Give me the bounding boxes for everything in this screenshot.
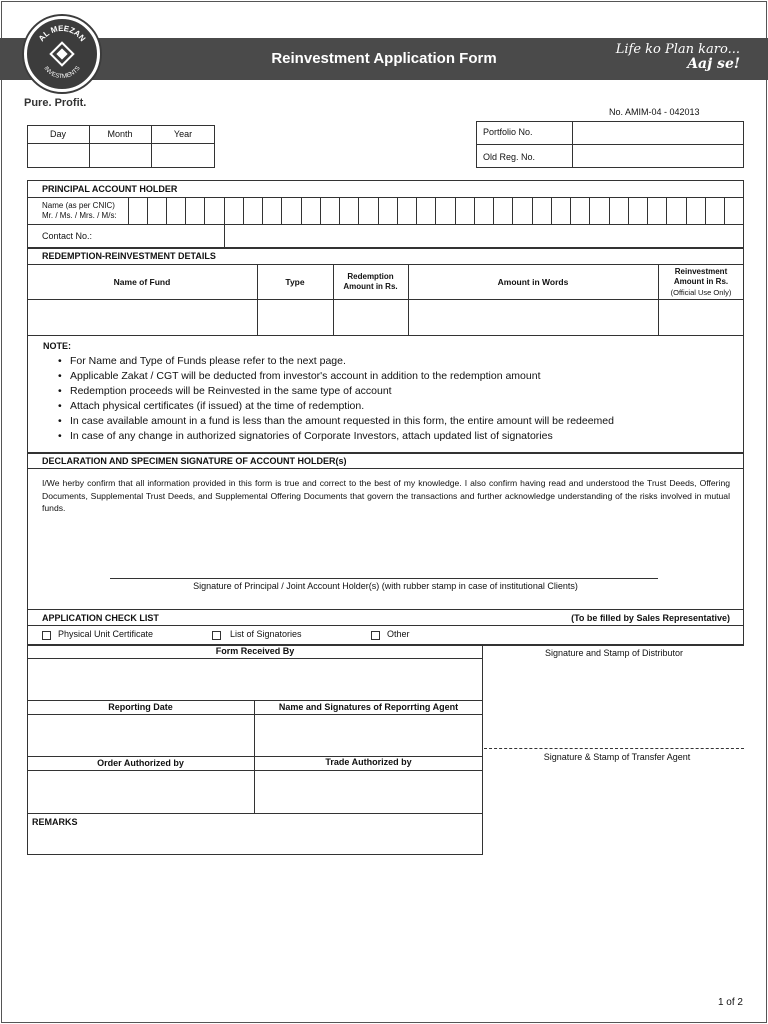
reporting-agent-label: Name and Signatures of Reporrting Agent	[278, 702, 459, 712]
trade-authorized-label: Trade Authorized by	[325, 757, 412, 767]
type-field[interactable]	[258, 300, 333, 335]
checklist-note: (To be filled by Sales Representative)	[571, 613, 730, 623]
year-label: Year	[173, 129, 193, 139]
month-field[interactable]	[90, 144, 151, 167]
trade-authorized-field[interactable]	[255, 771, 482, 813]
checklist-item-label: Other	[387, 629, 410, 639]
name-char-boxes[interactable]	[128, 198, 744, 224]
note-item: • Applicable Zakat / CGT will be deducted from investor's account in addition to the redemption amount	[58, 369, 614, 384]
page-title: Reinvestment Application Form	[271, 50, 497, 67]
transfer-agent-divider	[484, 748, 744, 749]
distributor-stamp-label: Signature and Stamp of Distributor	[544, 648, 684, 658]
col-reinvest-3: (Official Use Only)	[670, 288, 732, 297]
col-redemption-1: Redemption	[347, 272, 394, 281]
note-list	[58, 354, 614, 444]
signature-line[interactable]	[110, 578, 658, 579]
redemption-title: REDEMPTION-REINVESTMENT DETAILS	[42, 251, 216, 261]
name-label-1: Name (as per CNIC)	[42, 201, 115, 210]
name-label-2: Mr. / Ms. / Mrs. / M/s:	[42, 211, 117, 220]
col-reinvest-2: Amount in Rs.	[673, 277, 729, 286]
old-reg-label: Old Reg. No.	[483, 152, 536, 162]
note-item: • Attach physical certificates (if issued) at the time of redemption.	[58, 399, 614, 414]
tagline: Pure. Profit.	[24, 97, 87, 109]
day-label: Day	[49, 129, 66, 139]
reporting-date-label: Reporting Date	[108, 702, 173, 712]
checkbox-signatories[interactable]	[212, 631, 221, 640]
redemption-amount-field[interactable]	[334, 300, 408, 335]
checkbox-other[interactable]	[371, 631, 380, 640]
note-item: • In case available amount in a fund is less than the amount requested in this form, the entire amount will be redeemed	[58, 414, 614, 429]
order-authorized-label: Order Authorized by	[97, 758, 184, 768]
signature-caption: Signature of Principal / Joint Account Holder(s) (with rubber stamp in case of institutional Clients)	[193, 581, 578, 591]
checkbox-physical-unit[interactable]	[42, 631, 51, 640]
contact-field[interactable]	[225, 225, 743, 247]
note-title: NOTE:	[43, 341, 71, 351]
note-item: • In case of any change in authorized signatories of Corporate Investors, attach updated list of signatories	[58, 429, 614, 444]
transfer-agent-stamp-area[interactable]	[484, 764, 744, 854]
order-authorized-field[interactable]	[28, 771, 254, 813]
form-number: No. AMIM-04 - 042013	[609, 107, 700, 117]
note-item: • Redemption proceeds will be Reinvested in the same type of account	[58, 384, 614, 399]
declaration-text: I/We herby confirm that all information provided in this form is true and correct to the best of my knowledge. I also confirm having read and understood the Trust Deeds, Offering Documents, Supplemental Trust Deeds, and Supplemental Offering Documents that govern the transactions and further acknowledge understanding of the risks involved in mutual funds.	[42, 478, 730, 513]
principal-title: PRINCIPAL ACCOUNT HOLDER	[42, 184, 178, 194]
month-label: Month	[107, 129, 133, 139]
col-type: Type	[285, 277, 305, 287]
transfer-agent-stamp-label: Signature & Stamp of Transfer Agent	[543, 752, 691, 762]
checklist-item-label: Physical Unit Certificate	[58, 629, 154, 639]
col-reinvest-1: Reinvestment	[674, 267, 728, 276]
portfolio-field[interactable]	[573, 122, 743, 144]
svg-text:AL MEEZAN: AL MEEZAN	[36, 23, 88, 44]
distributor-stamp-area[interactable]	[484, 660, 744, 746]
svg-text:INVESTMENTS: INVESTMENTS	[42, 65, 82, 81]
remarks-label: REMARKS	[32, 817, 78, 827]
col-fund-name: Name of Fund	[113, 277, 171, 287]
checklist-title: APPLICATION CHECK LIST	[42, 613, 159, 623]
col-redemption-2: Amount in Rs.	[343, 282, 398, 291]
old-reg-field[interactable]	[573, 145, 743, 167]
portfolio-label: Portfolio No.	[483, 127, 533, 137]
slogan-line-2: Aaj se!	[687, 56, 740, 72]
reporting-agent-field[interactable]	[255, 715, 482, 756]
slogan-line-1: Life ko Plan karo...	[615, 42, 740, 57]
year-field[interactable]	[152, 144, 214, 167]
reinvestment-amount-field[interactable]	[659, 300, 743, 335]
col-amount-words: Amount in Words	[497, 277, 569, 287]
page-number: 1 of 2	[717, 997, 743, 1008]
note-item: • For Name and Type of Funds please refer to the next page.	[58, 354, 614, 369]
contact-label: Contact No.:	[42, 231, 93, 241]
amount-words-field[interactable]	[409, 300, 658, 335]
day-field[interactable]	[28, 144, 89, 167]
remarks-field[interactable]	[28, 829, 482, 854]
form-received-field[interactable]	[28, 659, 482, 699]
declaration-title: DECLARATION AND SPECIMEN SIGNATURE OF ACCOUNT HOLDER(s)	[42, 456, 347, 466]
reporting-date-field[interactable]	[28, 715, 254, 756]
checklist-item-label: List of Signatories	[230, 629, 302, 639]
form-received-label: Form Received By	[215, 646, 295, 656]
fund-name-field[interactable]	[28, 300, 257, 335]
